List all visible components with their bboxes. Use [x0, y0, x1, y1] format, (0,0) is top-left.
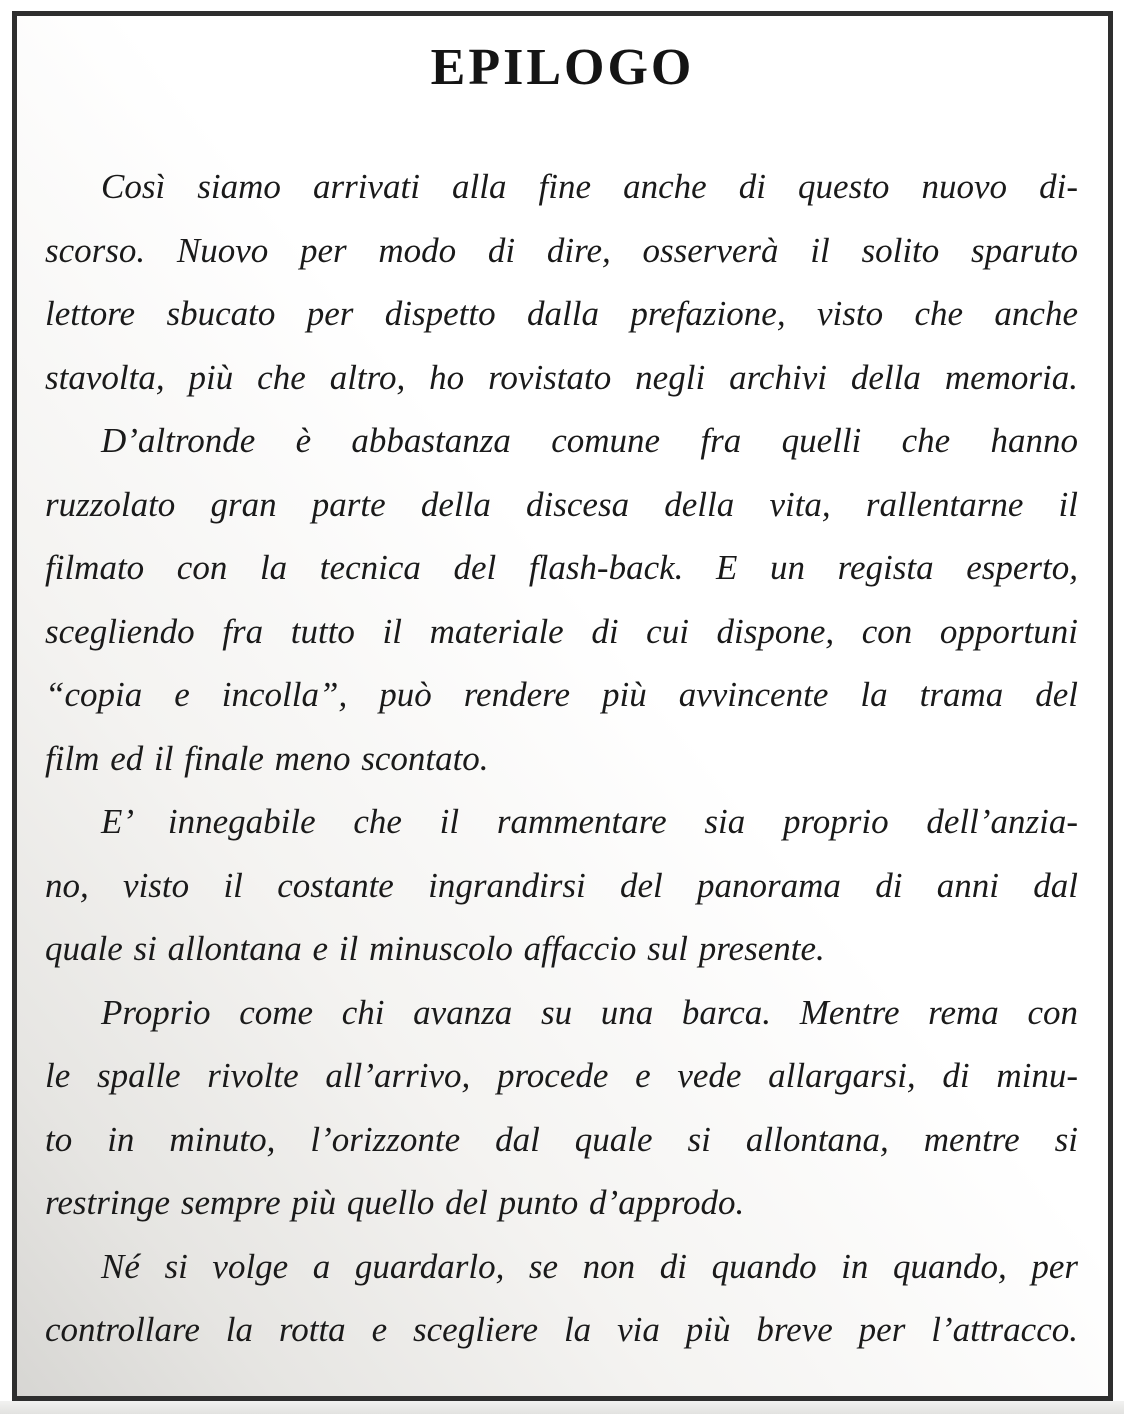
text-line: scorso. Nuovo per modo di dire, osserverà il solito sparuto — [45, 230, 1078, 270]
paragraph-1 — [45, 155, 1078, 409]
text-line: le spalle rivolte all’arrivo, procede e vede allargarsi, di minu- — [45, 1056, 1078, 1095]
text-line: scegliendo fra tutto il materiale di cui dispone, con opportuni — [45, 611, 1078, 651]
text-line: restringe sempre più quello del punto d’approdo. — [45, 1183, 745, 1222]
paragraph-4 — [45, 981, 1078, 1235]
paragraph-5 — [45, 1235, 1078, 1362]
text-line: ruzzolato gran parte della discesa della vita, rallentarne il — [45, 484, 1078, 524]
text-line: no, visto il costante ingrandirsi del panorama di anni dal — [45, 865, 1078, 905]
text-line: Proprio come chi avanza su una barca. Mentre rema con — [101, 992, 1078, 1032]
text-line: “copia e incolla”, può rendere più avvincente la trama del — [45, 675, 1078, 714]
paragraph-2 — [45, 409, 1078, 790]
chapter-body-text — [45, 155, 1078, 1362]
text-line: to in minuto, l’orizzonte dal quale si allontana, mentre si — [45, 1119, 1078, 1159]
text-line: D’altronde è abbastanza comune fra quelli che hanno — [101, 421, 1078, 460]
text-line: stavolta, più che altro, ho rovistato negli archivi della memoria. — [45, 357, 1078, 397]
paragraph-3 — [45, 790, 1078, 981]
page-border-frame — [12, 11, 1113, 1401]
text-line: controllare la rotta e scegliere la via più breve per l’attracco. — [45, 1310, 1078, 1349]
text-line: Né si volge a guardarlo, se non di quando in quando, per — [101, 1246, 1078, 1286]
text-line: filmato con la tecnica del flash-back. E un regista esperto, — [45, 548, 1078, 587]
text-line: Così siamo arrivati alla fine anche di questo nuovo di- — [101, 167, 1078, 206]
chapter-title: EPILOGO — [430, 39, 695, 96]
text-line: film ed il finale meno scontato. — [45, 738, 489, 778]
text-line: quale si allontana e il minuscolo affaccio sul presente. — [45, 929, 825, 968]
scan-edge-artifact — [0, 1401, 1124, 1414]
text-line: E’ innegabile che il rammentare sia proprio dell’anzia- — [101, 802, 1078, 841]
text-line: lettore sbucato per dispetto dalla prefazione, visto che anche — [45, 294, 1078, 333]
